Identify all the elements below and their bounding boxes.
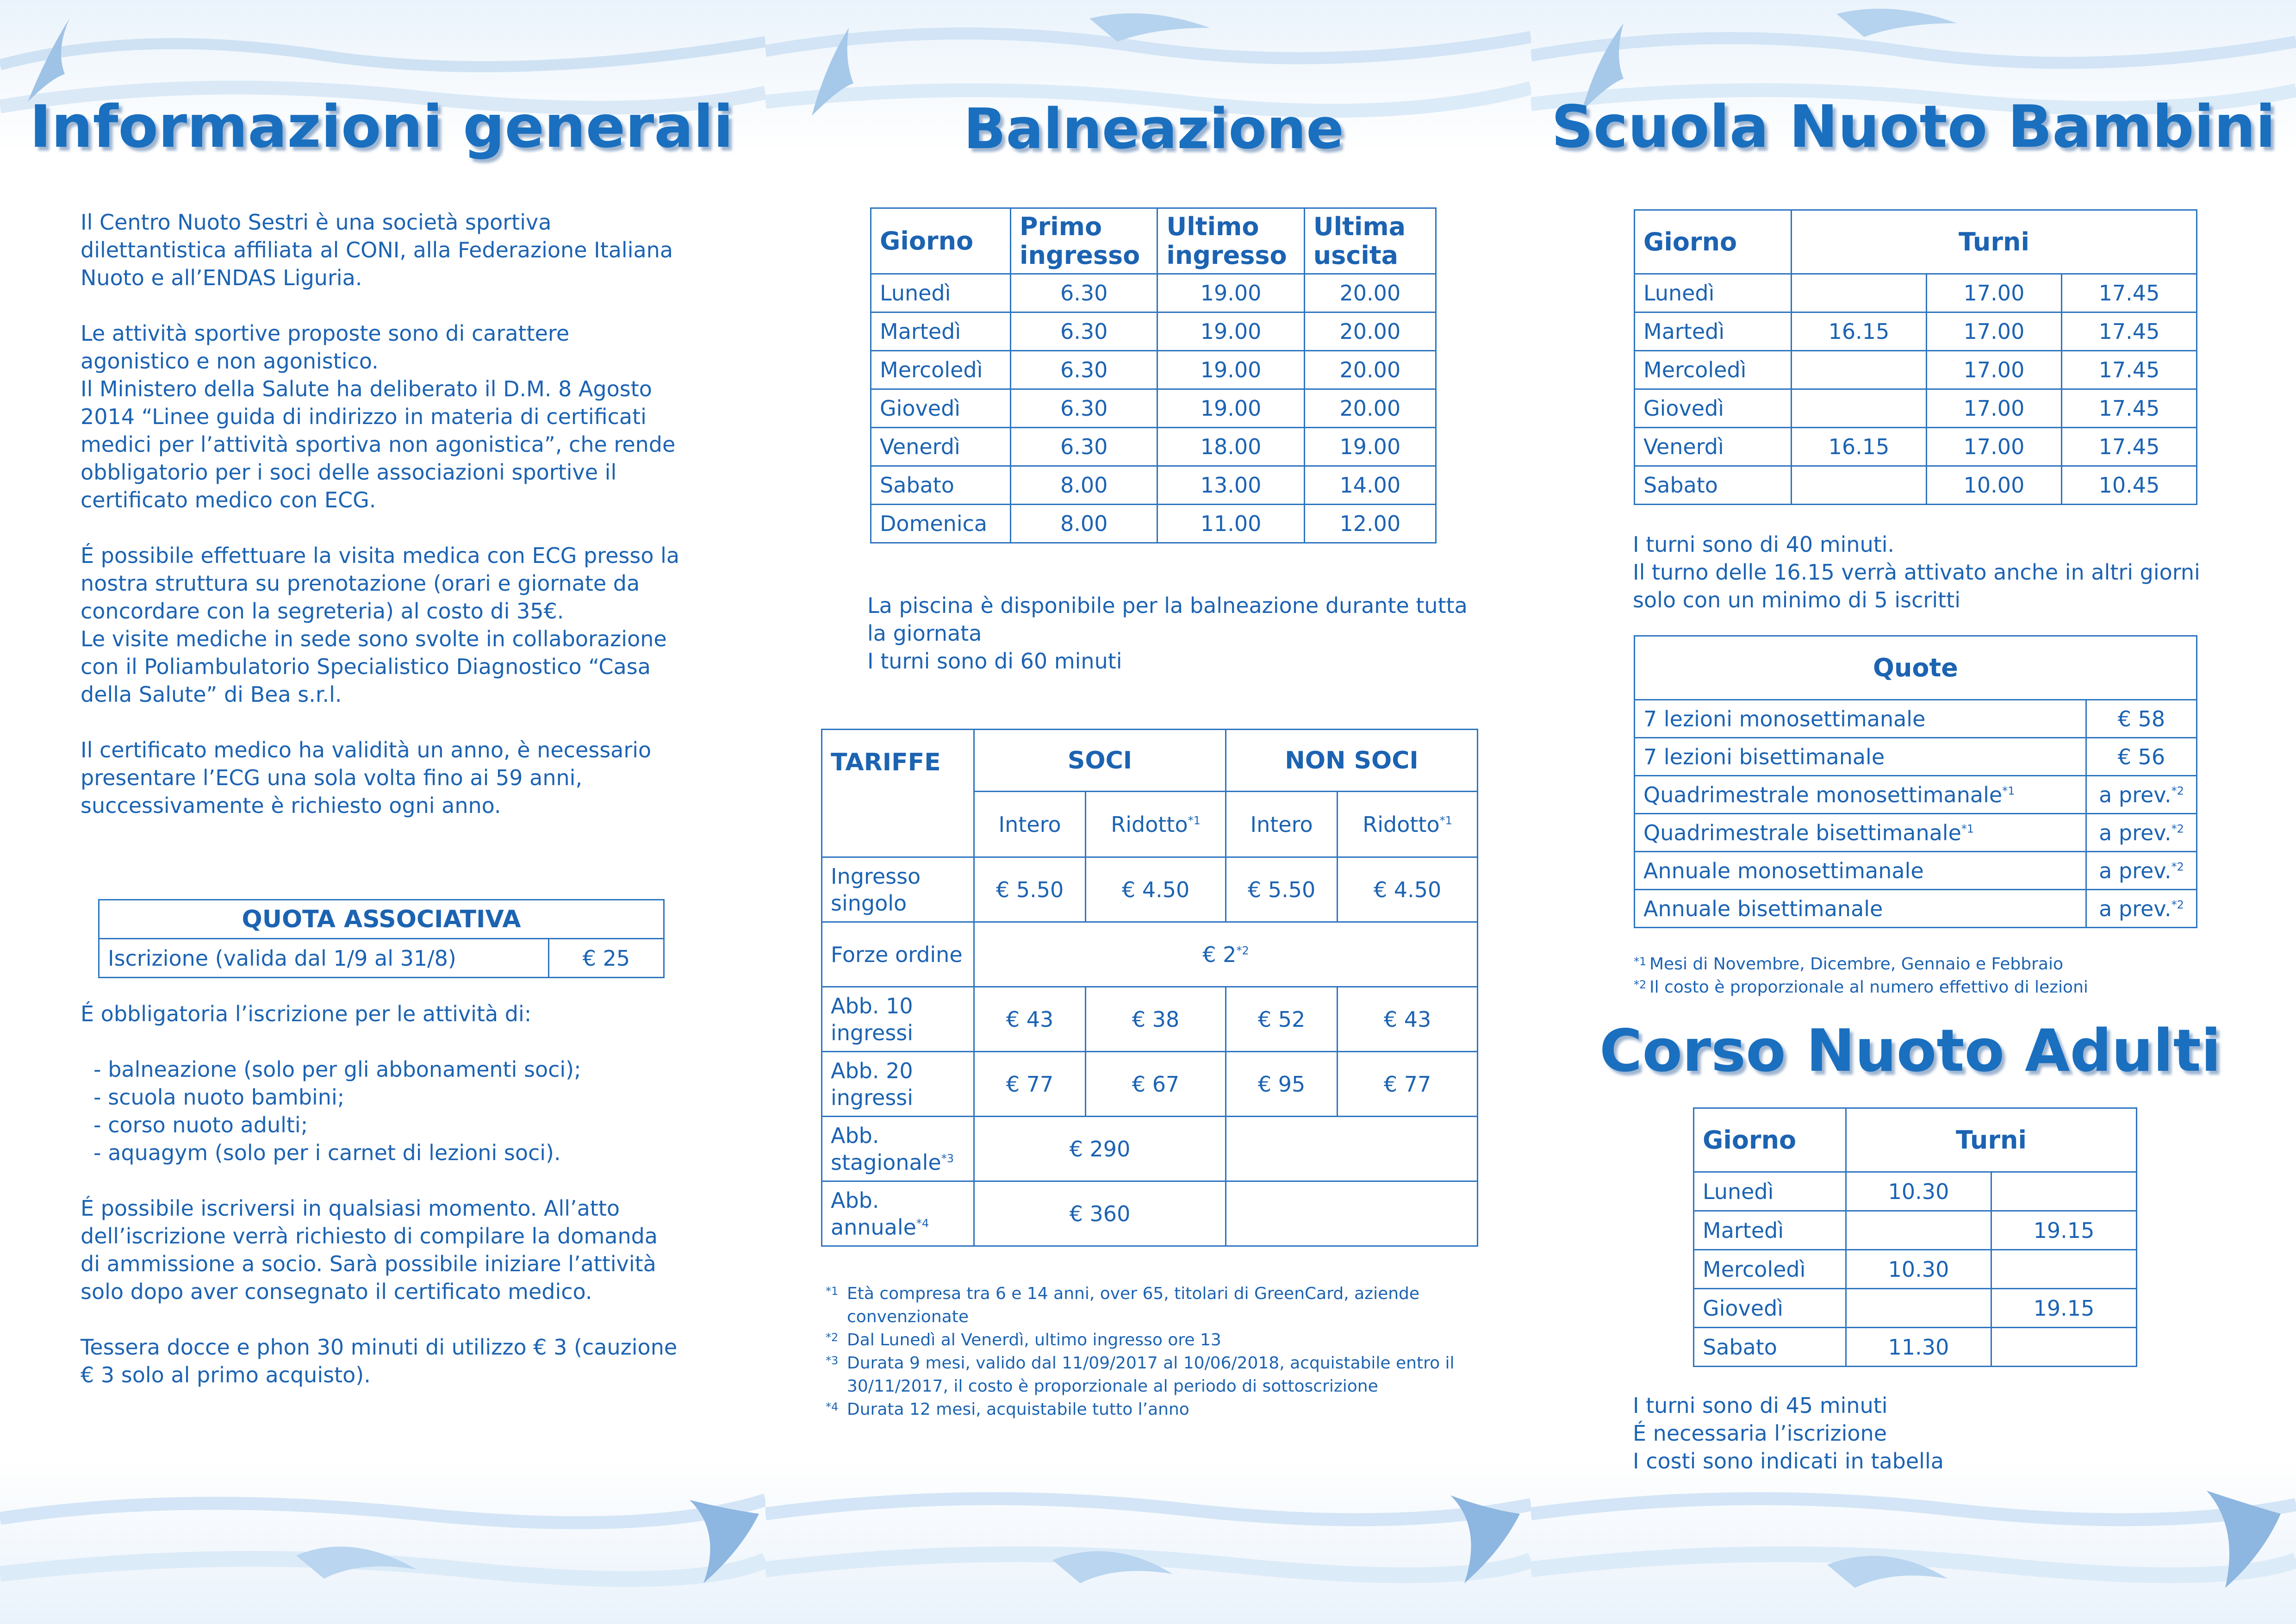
table-row [1694, 1289, 2137, 1328]
paragraph: Il Centro Nuoto Sestri è una società sportiva dilettantistica affiliata al CONI, alla Federazione Italiana Nuoto e all’ENDAS Liguria. [81, 210, 673, 290]
quote-label: 7 lezioni monosettimanale [1643, 706, 1926, 731]
time-cell: 17.45 [2062, 274, 2197, 312]
time-cell: 11.30 [1846, 1328, 1991, 1367]
header-ultima-uscita: Ultima uscita [1304, 208, 1436, 274]
quote-value: € 56 [2117, 744, 2165, 769]
time-cell: 19.15 [1991, 1289, 2137, 1328]
time-cell: 13.00 [1157, 466, 1304, 505]
day-cell: Mercoledì [1694, 1250, 1846, 1289]
day-cell: Lunedì [1694, 1172, 1846, 1211]
header-intero: Intero [1226, 792, 1337, 857]
time-cell: 17.00 [1927, 312, 2062, 351]
table-row [871, 505, 1436, 543]
footnote-text: Durata 9 mesi, valido dal 11/09/2017 al 10/06/2018, acquistabile entro il 30/11/2017, il costo è proporzionale al periodo di sottoscrizione [847, 1354, 1455, 1396]
tessera-paragraph: Tessera docce e phon 30 minuti di utilizzo € 3 (cauzione € 3 solo al primo acquisto). [81, 1335, 678, 1387]
quote-label: Quadrimestrale bisettimanale [1643, 820, 1961, 845]
empty-cell [1226, 1117, 1477, 1181]
table-row [1635, 466, 2197, 505]
footnote-text: Mesi di Novembre, Dicembre, Gennaio e Febbraio [1649, 955, 2063, 974]
price-cell: € 2 [1202, 942, 1237, 967]
quote-heading: Quote [1635, 636, 2197, 700]
time-cell: 10.00 [1927, 466, 2062, 505]
day-cell: Sabato [1635, 466, 1792, 505]
time-cell [1792, 389, 1927, 428]
paragraph: Le visite mediche in sede sono svolte in collaborazione con il Poliambulatorio Specialistico Diagnostico “Casa della Salute” di Bea s.r.l. [81, 626, 667, 707]
paragraph: Le attività sportive proposte sono di carattere agonistico e non agonistico. [81, 321, 570, 374]
time-cell: 6.30 [1011, 389, 1157, 428]
table-row [822, 1181, 1478, 1246]
price-cell: € 77 [974, 1052, 1086, 1117]
time-cell: 6.30 [1011, 351, 1157, 389]
table-row [1635, 776, 2197, 814]
paragraph: Il certificato medico ha validità un anno, è necessario presentare l’ECG una sola volta fino ai 59 anni, successivamente è richiesto ogni anno. [81, 737, 652, 818]
info-line: Il turno delle 16.15 verrà attivato anche in altri giorni solo con un minimo di 5 iscritti [1633, 560, 2200, 612]
day-cell: Martedì [1694, 1211, 1846, 1250]
list-item: - balneazione (solo per gli abbonamenti soci); [93, 1057, 581, 1082]
time-cell: 20.00 [1304, 389, 1436, 428]
footnote-mark: *2 [1236, 944, 1249, 957]
header-ultimo-ingresso: Ultimo ingresso [1157, 208, 1304, 274]
balneazione-title: Balneazione [964, 97, 1344, 162]
list-item: - scuola nuoto bambini; [93, 1085, 345, 1110]
table-row [1635, 700, 2197, 738]
footnote [1634, 953, 2282, 976]
price-cell: € 4.50 [1338, 857, 1478, 922]
table-row [871, 389, 1436, 428]
time-cell: 17.45 [2062, 428, 2197, 466]
time-cell: 16.15 [1792, 312, 1927, 351]
quote-bambini-table [1634, 635, 2197, 928]
time-cell [1792, 351, 1927, 389]
table-row [1635, 738, 2197, 776]
footnote-mark: *1 [1188, 814, 1201, 827]
row-label: Forze ordine [822, 922, 974, 987]
info-text [81, 208, 682, 847]
table-row [1635, 852, 2197, 890]
time-cell: 17.45 [2062, 389, 2197, 428]
time-cell: 16.15 [1792, 428, 1927, 466]
panel-balneazione [765, 0, 1531, 1624]
footnote-mark: *2 [1634, 978, 1647, 991]
footnote-mark: *2 [2171, 898, 2184, 912]
table-row [871, 428, 1436, 466]
quote-label: Annuale monosettimanale [1643, 858, 1924, 883]
quota-associativa-table [98, 899, 665, 978]
header-primo-ingresso: Primo ingresso [1011, 208, 1157, 274]
day-cell: Mercoledì [871, 351, 1011, 389]
price-cell: € 4.50 [1086, 857, 1226, 922]
time-cell [1991, 1250, 2137, 1289]
quote-label: Annuale bisettimanale [1643, 896, 1883, 921]
info-line: É necessaria l’iscrizione [1633, 1421, 1887, 1446]
row-label: Abb. 10 ingressi [822, 987, 974, 1052]
quote-label: 7 lezioni bisettimanale [1643, 744, 1885, 769]
table-row [822, 857, 1478, 922]
quote-value: a prev. [2099, 820, 2172, 845]
time-cell: 10.30 [1846, 1250, 1991, 1289]
footnote [826, 1352, 1474, 1398]
price-cell: € 52 [1226, 987, 1337, 1052]
obbligo-intro: É obbligatoria l’iscrizione per le attività di: [81, 1001, 532, 1026]
day-cell: Giovedì [1694, 1289, 1846, 1328]
time-cell: 10.45 [2062, 466, 2197, 505]
table-row [871, 351, 1436, 389]
time-cell: 19.15 [1991, 1211, 2137, 1250]
header-intero: Intero [974, 792, 1086, 857]
footnote-mark: *1 [1961, 822, 1974, 836]
time-cell: 17.00 [1927, 428, 2062, 466]
table-row [822, 1117, 1478, 1181]
header-giorno: Giorno [1635, 210, 1792, 274]
footnote [826, 1329, 1474, 1352]
time-cell: 8.00 [1011, 466, 1157, 505]
header-turni: Turni [1846, 1108, 2137, 1172]
row-label: Abb. annuale [831, 1187, 916, 1240]
time-cell: 19.00 [1157, 274, 1304, 312]
header-giorno: Giorno [871, 208, 1011, 274]
time-cell: 20.00 [1304, 312, 1436, 351]
scuola-info [1633, 531, 2234, 614]
footnote-mark: *2 [2171, 784, 2184, 798]
time-cell: 19.00 [1157, 312, 1304, 351]
footnote-mark: *1 [1439, 814, 1452, 827]
time-cell: 6.30 [1011, 312, 1157, 351]
info-line: I turni sono di 60 minuti [867, 649, 1122, 674]
time-cell [1846, 1289, 1991, 1328]
day-cell: Martedì [871, 312, 1011, 351]
panel-informazioni [0, 0, 765, 1624]
time-cell: 17.00 [1927, 274, 2062, 312]
turni-adulti-table [1693, 1107, 2137, 1367]
time-cell: 17.00 [1927, 351, 2062, 389]
quote-value: € 58 [2117, 706, 2165, 731]
info-line: I turni sono di 45 minuti [1633, 1393, 1888, 1418]
day-cell: Giovedì [871, 389, 1011, 428]
footnote-text: Dal Lunedì al Venerdì, ultimo ingresso ore 13 [847, 1330, 1221, 1349]
swimmer-decoration-bottom [765, 1463, 1531, 1624]
header-non-soci: NON SOCI [1226, 730, 1477, 792]
row-label: Ingresso singolo [822, 857, 974, 922]
price-cell: € 38 [1086, 987, 1226, 1052]
time-cell: 8.00 [1011, 505, 1157, 543]
footnote-mark: *2 [2171, 822, 2184, 836]
paragraph: É possibile effettuare la visita medica con ECG presso la nostra struttura su prenotazione (orari e giornate da concordare con la segreteria) al costo di 35€. [81, 543, 680, 624]
info-line: I costi sono indicati in tabella [1633, 1449, 1944, 1474]
obbligo-list [81, 1056, 682, 1167]
header-ridotto: Ridotto [1363, 812, 1440, 837]
footnote-text: Il costo è proporzionale al numero effettivo di lezioni [1649, 978, 2088, 997]
footnote [826, 1398, 1474, 1421]
table-row [1635, 389, 2197, 428]
header-soci: SOCI [974, 730, 1226, 792]
row-label: Abb. 20 ingressi [822, 1052, 974, 1117]
table-row [1635, 814, 2197, 852]
time-cell: 10.30 [1846, 1172, 1991, 1211]
table-row [1635, 428, 2197, 466]
time-cell [1991, 1328, 2137, 1367]
time-cell: 14.00 [1304, 466, 1436, 505]
price-cell: € 5.50 [1226, 857, 1337, 922]
footnote [826, 1282, 1474, 1329]
time-cell: 11.00 [1157, 505, 1304, 543]
table-row [822, 987, 1478, 1052]
day-cell: Sabato [871, 466, 1011, 505]
price-cell: € 5.50 [974, 857, 1086, 922]
quote-label: Quadrimestrale monosettimanale [1643, 782, 2003, 807]
table-row [1635, 274, 2197, 312]
day-cell: Lunedì [871, 274, 1011, 312]
balneazione-info [867, 592, 1469, 675]
time-cell: 17.45 [2062, 312, 2197, 351]
day-cell: Giovedì [1635, 389, 1792, 428]
footnote-mark: *4 [826, 1400, 839, 1413]
table-row [822, 922, 1478, 987]
time-cell: 17.00 [1927, 389, 2062, 428]
time-cell: 18.00 [1157, 428, 1304, 466]
header-tariffe: TARIFFE [822, 730, 974, 857]
table-row [871, 312, 1436, 351]
tariffe-table [821, 729, 1478, 1247]
day-cell: Domenica [871, 505, 1011, 543]
info-line: La piscina è disponibile per la balneazione durante tutta la giornata [867, 593, 1468, 646]
list-item: - corso nuoto adulti; [93, 1112, 308, 1137]
table-row [822, 1052, 1478, 1117]
row-label: Abb. stagionale [831, 1123, 941, 1175]
header-giorno: Giorno [1694, 1108, 1846, 1172]
time-cell: 20.00 [1304, 351, 1436, 389]
adulti-title: Corso Nuoto Adulti [1599, 1017, 2221, 1085]
price-cell: € 43 [974, 987, 1086, 1052]
list-item: - aquagym (solo per i carnet di lezioni soci). [93, 1140, 561, 1165]
time-cell [1846, 1211, 1991, 1250]
quote-value: a prev. [2099, 896, 2172, 921]
price-cell: € 77 [1338, 1052, 1478, 1117]
footnote-text: Età compresa tra 6 e 14 anni, over 65, titolari di GreenCard, aziende convenzionate [847, 1284, 1420, 1326]
time-cell [1792, 466, 1927, 505]
panel-scuola-adulti [1531, 0, 2296, 1624]
time-cell: 19.00 [1157, 351, 1304, 389]
swimmer-decoration-bottom [0, 1463, 765, 1624]
footnote-text: Durata 12 mesi, acquistabile tutto l’anno [847, 1400, 1189, 1419]
iscrizione-text [81, 1000, 682, 1417]
footnote-mark: *1 [826, 1285, 839, 1298]
header-ridotto: Ridotto [1111, 812, 1188, 837]
time-cell: 12.00 [1304, 505, 1436, 543]
price-cell: € 360 [974, 1181, 1226, 1246]
price-cell: € 67 [1086, 1052, 1226, 1117]
iscrizione-paragraph: É possibile iscriversi in qualsiasi momento. All’atto dell’iscrizione verrà richiesto di compilare la domanda di ammissione a socio. Sarà possibile iniziare l’attività solo dopo aver consegnato il certificato medico. [81, 1196, 658, 1304]
paragraph: Il Ministero della Salute ha deliberato il D.M. 8 Agosto 2014 “Linee guida di indirizzo in materia di certificati medici per l’attività sportiva non agonistica”, che rende obbligatorio per i soci delle associazioni sportive il certificato medico con ECG. [81, 376, 676, 512]
info-title: Informazioni generali [30, 93, 734, 161]
price-cell: € 43 [1338, 987, 1478, 1052]
turni-bambini-table [1634, 209, 2197, 505]
table-row [1635, 890, 2197, 928]
time-cell: 6.30 [1011, 428, 1157, 466]
table-row [871, 274, 1436, 312]
time-cell: 17.45 [2062, 351, 2197, 389]
quota-price: € 25 [549, 939, 664, 978]
time-cell: 19.00 [1157, 389, 1304, 428]
table-row [1635, 312, 2197, 351]
info-line: I turni sono di 40 minuti. [1633, 532, 1895, 557]
footnote-mark: *2 [2171, 860, 2184, 874]
orari-balneazione-table [870, 207, 1437, 543]
time-cell [1792, 274, 1927, 312]
table-row [1694, 1250, 2137, 1289]
time-cell [1991, 1172, 2137, 1211]
quote-footnotes [1634, 953, 2282, 999]
header-turni: Turni [1792, 210, 2197, 274]
day-cell: Mercoledì [1635, 351, 1792, 389]
day-cell: Venerdì [871, 428, 1011, 466]
footnote-mark: *2 [826, 1331, 839, 1344]
tariffe-footnotes [826, 1282, 1474, 1421]
table-row [1635, 351, 2197, 389]
footnote-mark: *4 [916, 1217, 929, 1230]
quote-value: a prev. [2099, 858, 2172, 883]
footnote-mark: *3 [941, 1152, 954, 1165]
table-row [871, 466, 1436, 505]
day-cell: Lunedì [1635, 274, 1792, 312]
day-cell: Martedì [1635, 312, 1792, 351]
day-cell: Venerdì [1635, 428, 1792, 466]
footnote [1634, 976, 2282, 999]
time-cell: 19.00 [1304, 428, 1436, 466]
price-cell: € 290 [974, 1117, 1226, 1181]
empty-cell [1226, 1181, 1477, 1246]
price-cell: € 95 [1226, 1052, 1337, 1117]
footnote-mark: *3 [826, 1354, 839, 1367]
table-row [1694, 1211, 2137, 1250]
footnote-mark: *1 [1634, 955, 1647, 968]
table-row [1694, 1328, 2137, 1367]
day-cell: Sabato [1694, 1328, 1846, 1367]
adulti-info [1633, 1392, 2234, 1475]
footnote-mark: *1 [2002, 784, 2015, 798]
swimmer-decoration-bottom [1531, 1463, 2296, 1624]
quote-value: a prev. [2099, 782, 2172, 807]
scuola-title: Scuola Nuoto Bambini [1551, 93, 2276, 161]
quota-label: Iscrizione (valida dal 1/9 al 31/8) [99, 939, 549, 978]
table-row [1694, 1172, 2137, 1211]
time-cell: 6.30 [1011, 274, 1157, 312]
quota-heading: QUOTA ASSOCIATIVA [99, 900, 664, 939]
time-cell: 20.00 [1304, 274, 1436, 312]
